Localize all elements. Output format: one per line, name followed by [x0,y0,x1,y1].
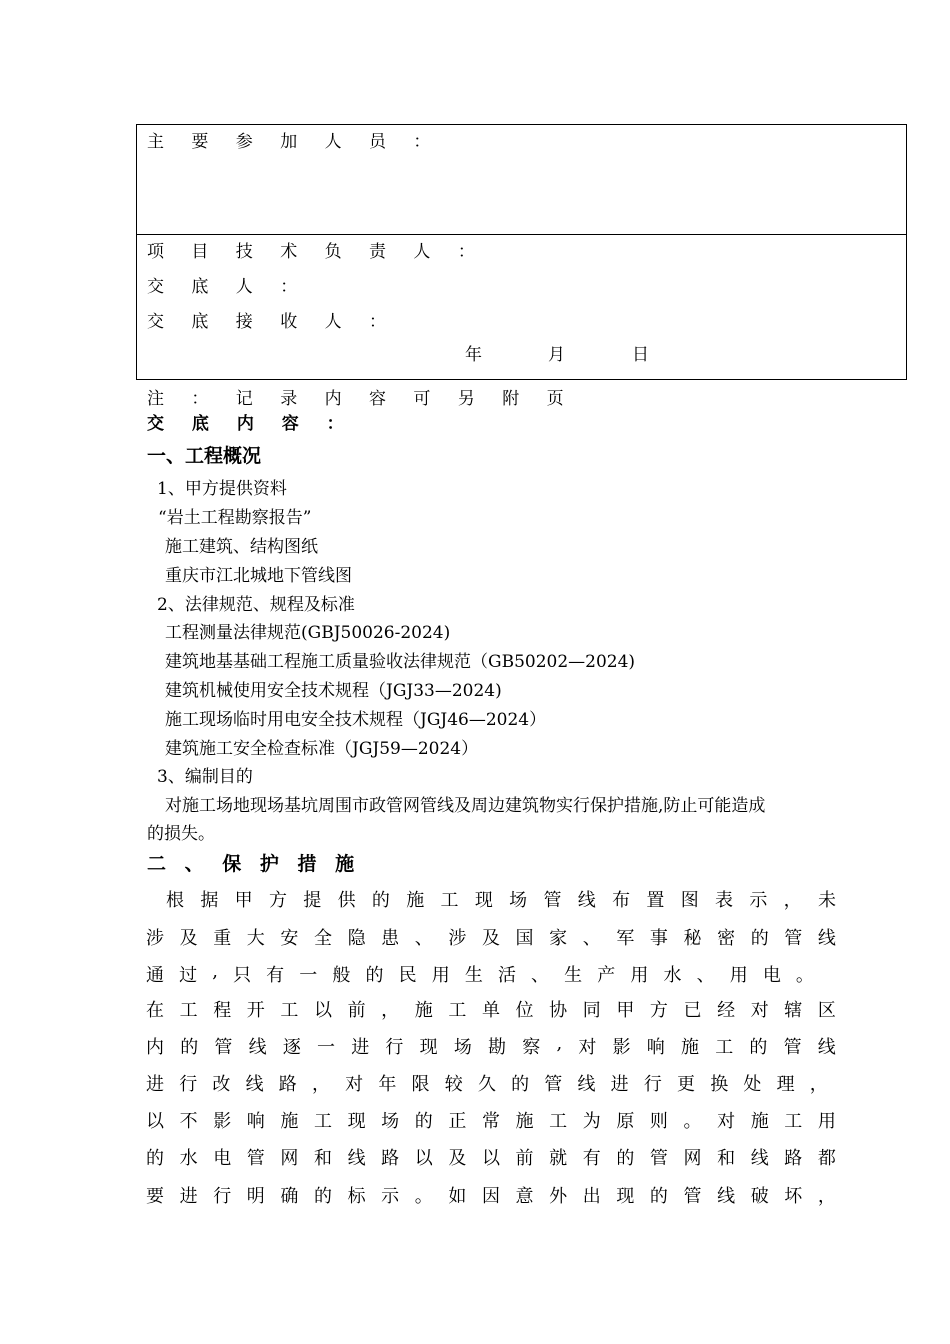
paragraph-char: 示 [749,890,768,911]
paragraph-char: 限 [411,1074,430,1095]
paragraph-char: 、 [414,928,433,949]
paragraph-char: 患 [381,928,400,949]
paragraph-char: 的 [371,890,390,911]
paragraph-char: 一 [317,1037,336,1058]
paragraph-char: 理 [776,1074,795,1095]
paragraph-char: 安 [280,928,299,949]
paragraph-char: ， [381,1000,400,1021]
paragraph-char: 、 [696,965,715,986]
paragraph-char: 、 [582,928,601,949]
paragraph-char: 通 [146,965,164,986]
paragraph-char: 较 [444,1074,463,1095]
paragraph-char: 的 [750,928,769,949]
paragraph-char: 如 [448,1186,467,1207]
paragraph-char: 施 [750,1111,769,1132]
paragraph-char: 国 [515,928,534,949]
paragraph-char: 般 [332,965,351,986]
paragraph-char: 进 [146,1074,164,1095]
paragraph-char: 管 [246,1148,265,1169]
paragraph-char: 辖 [784,1000,803,1021]
paragraph-char: 网 [280,1148,299,1169]
paragraph-char: 换 [710,1074,729,1095]
paragraph-line [146,996,836,1022]
paragraph-char: 常 [481,1111,500,1132]
discloser-label: 交 底 人 ： [147,277,309,297]
paragraph-char: 则 [649,1111,668,1132]
paragraph-char: 行 [179,1074,198,1095]
section1-sub3: 3、编制目的 [157,767,253,787]
paragraph-char: 都 [817,1148,836,1169]
purpose-line: 的损失。 [147,824,215,844]
paragraph-char: 工 [313,1111,332,1132]
sub1-item: 施工建筑、结构图纸 [165,537,318,557]
paragraph-char: 意 [515,1186,534,1207]
paragraph-char: 程 [213,1000,232,1021]
paragraph-char: 线 [577,1074,596,1095]
paragraph-char: ， [817,1186,836,1207]
paragraph-char: 因 [481,1186,500,1207]
paragraph-char: 进 [610,1074,629,1095]
paragraph-line [146,1182,836,1208]
paragraph-char: 对 [345,1074,364,1095]
paragraph-char: 管 [543,890,562,911]
paragraph-char: 现 [616,1186,635,1207]
paragraph-char: 事 [649,928,668,949]
paragraph-char: 破 [750,1186,769,1207]
paragraph-char: 活 [497,965,516,986]
paragraph-char: 前 [347,1000,366,1021]
paragraph-char: 现 [474,890,493,911]
paragraph-char: 线 [817,928,836,949]
paragraph-char: 年 [378,1074,397,1095]
paragraph-char: 已 [683,1000,702,1021]
sub2-item: 建筑机械使用安全技术规程（JGJ33—2024) [165,681,502,701]
sub2-item: 建筑地基基础工程施工质量验收法律规范（GB50202—2024) [165,652,636,672]
paragraph-char: 家 [549,928,568,949]
paragraph-char: 方 [268,890,287,911]
paragraph-char: 经 [717,1000,736,1021]
paragraph-char: 布 [612,890,631,911]
paragraph-char: 场 [509,890,528,911]
paragraph-char: 位 [515,1000,534,1021]
note-text: 注 ： 记 录 内 容 可 另 附 页 [147,389,575,409]
paragraph-char: 生 [464,965,483,986]
paragraph-char: 以 [414,1148,433,1169]
sub2-item: 施工现场临时用电安全技术规程（JGJ46—2024） [165,710,547,730]
paragraph-char: ， [783,890,802,911]
paragraph-char: 用 [729,965,748,986]
paragraph-char: 甲 [234,890,253,911]
paragraph-char: 置 [646,890,665,911]
paragraph-char: 用 [817,1111,836,1132]
paragraph-char: 对 [578,1037,597,1058]
paragraph-char: 察 [522,1037,541,1058]
paragraph-char: 表 [715,890,733,911]
paragraph-line [146,1033,836,1059]
paragraph-char: 进 [351,1037,370,1058]
paragraph-line [146,961,814,987]
paragraph-char: 协 [549,1000,568,1021]
paragraph-char: 水 [179,1148,198,1169]
paragraph-char: 大 [246,928,265,949]
paragraph-char: 管 [544,1074,563,1095]
paragraph-line [146,1144,836,1170]
paragraph-char: 管 [783,1037,802,1058]
paragraph-char: 勘 [488,1037,507,1058]
paragraph-char: 、 [531,965,550,986]
paragraph-char: 不 [179,1111,198,1132]
participants-label: 主 要 参 加 人 员 ： [147,132,442,152]
paragraph-char: 产 [597,965,616,986]
paragraph-char: 明 [246,1186,265,1207]
paragraph-char: 电 [213,1148,232,1169]
paragraph-char: 的 [180,1037,199,1058]
paragraph-char: 线 [817,1037,836,1058]
date-month: 月 [548,345,565,365]
paragraph-char: 正 [448,1111,467,1132]
paragraph-char: 线 [248,1037,267,1058]
paragraph-char: 及 [448,1148,467,1169]
paragraph-char: 路 [784,1148,803,1169]
paragraph-char: 工 [280,1000,299,1021]
paragraph-char: 。 [795,965,814,986]
paragraph-char: 隐 [347,928,366,949]
paragraph-char: 场 [381,1111,400,1132]
paragraph-char: 工 [549,1111,568,1132]
paragraph-char: 施 [414,1000,433,1021]
paragraph-char: 管 [683,1186,702,1207]
paragraph-char: 更 [677,1074,695,1095]
paragraph-char: 生 [564,965,583,986]
paragraph-char: , [556,1033,563,1054]
paragraph-char: 施 [406,890,425,911]
paragraph-char: 坏 [784,1186,803,1207]
paragraph-char: 和 [313,1148,332,1169]
paragraph-char: 密 [717,928,736,949]
paragraph-char: 管 [214,1037,233,1058]
paragraph-char: 以 [313,1000,332,1021]
paragraph-char: 逐 [282,1037,301,1058]
paragraph-char: 施 [280,1111,299,1132]
paragraph-char: 前 [515,1148,534,1169]
paragraph-char: 确 [280,1186,299,1207]
paragraph-char: 进 [179,1186,198,1207]
paragraph-char: 线 [245,1074,264,1095]
paragraph-char: 原 [616,1111,635,1132]
paragraph-char: 现 [419,1037,438,1058]
paragraph-char: 只 [233,965,252,986]
paragraph-char: 有 [582,1148,601,1169]
paragraph-char: 的 [146,1148,164,1169]
paragraph-char: ， [311,1074,330,1095]
paragraph-char: 管 [784,928,803,949]
paragraph-char: 久 [477,1074,496,1095]
paragraph-char: 的 [365,965,384,986]
content-heading: 交 底 内 容 ： [147,414,355,434]
paragraph-char: 有 [266,965,285,986]
paragraph-char: 工 [179,1000,198,1021]
paragraph-line [146,1070,828,1096]
paragraph-char: 用 [630,965,649,986]
paragraph-char: ， [809,1074,828,1095]
paragraph-char: 方 [649,1000,668,1021]
paragraph-char: 对 [717,1111,736,1132]
section1-heading: 一、工程概况 [147,445,262,467]
paragraph-char: 线 [717,1186,736,1207]
paragraph-char: 未 [817,890,836,911]
sub1-item: “岩土工程勘察报告” [158,508,312,528]
paragraph-char: 现 [347,1111,366,1132]
paragraph-char: 。 [683,1111,702,1132]
paragraph-char: 响 [646,1037,665,1058]
paragraph-char: 场 [453,1037,472,1058]
paragraph-char: 为 [582,1111,601,1132]
paragraph-char: 标 [347,1186,366,1207]
paragraph-char: 改 [212,1074,231,1095]
paragraph-char: 施 [680,1037,699,1058]
paragraph-char: 工 [448,1000,467,1021]
section1-sub1: 1、甲方提供资料 [157,479,287,499]
paragraph-char: 影 [612,1037,631,1058]
paragraph-char: 的 [313,1186,332,1207]
paragraph-char: 和 [717,1148,736,1169]
paragraph-char: 及 [481,928,500,949]
paragraph-char: 路 [381,1148,400,1169]
paragraph-char: 涉 [448,928,467,949]
section1-sub2: 2、法律规范、规程及标准 [157,595,355,615]
paragraph-char: 以 [146,1111,164,1132]
paragraph-char: 就 [549,1148,568,1169]
paragraph-line [166,886,836,912]
paragraph-char: 的 [649,1186,668,1207]
paragraph-char: , [212,961,218,982]
paragraph-char: 及 [179,928,198,949]
paragraph-char: 甲 [616,1000,635,1021]
paragraph-char: 内 [146,1037,164,1058]
paragraph-char: 影 [213,1111,232,1132]
sub1-item: 重庆市江北城地下管线图 [165,566,352,586]
paragraph-char: 对 [750,1000,769,1021]
sub2-item: 工程测量法律规范(GBJ50026-2024) [165,623,451,643]
paragraph-char: 工 [715,1037,734,1058]
paragraph-line [146,1107,836,1133]
paragraph-char: 线 [577,890,596,911]
paragraph-char: 同 [582,1000,601,1021]
paragraph-char: 响 [246,1111,265,1132]
paragraph-char: 供 [337,890,356,911]
paragraph-char: 示 [381,1186,400,1207]
paragraph-char: 的 [414,1111,433,1132]
paragraph-char: 在 [146,1000,164,1021]
paragraph-char: 开 [246,1000,265,1021]
paragraph-char: 用 [431,965,450,986]
paragraph-char: 重 [213,928,232,949]
paragraph-char: 线 [347,1148,366,1169]
paragraph-char: 民 [398,965,417,986]
paragraph-char: 图 [680,890,699,911]
receiver-label: 交 底 接 收 人 ： [147,312,398,332]
paragraph-char: 工 [440,890,459,911]
paragraph-char: 出 [582,1186,601,1207]
paragraph-char: 以 [481,1148,500,1169]
date-day: 日 [632,345,649,365]
paragraph-char: 水 [663,965,682,986]
purpose-line: 对施工场地现场基坑周围市政管网管线及周边建筑物实行保护措施,防止可能造成 [165,796,766,816]
paragraph-char: 施 [515,1111,534,1132]
table-divider [137,234,906,235]
tech-lead-label: 项 目 技 术 负 责 人 ： [147,242,486,262]
paragraph-char: 线 [750,1148,769,1169]
paragraph-char: 军 [616,928,635,949]
paragraph-char: 电 [762,965,781,986]
paragraph-char: 要 [146,1186,164,1207]
sub2-item: 建筑施工安全检查标准（JGJ59—2024） [165,739,479,759]
paragraph-char: 提 [303,890,322,911]
paragraph-char: 处 [743,1074,762,1095]
paragraph-char: 。 [414,1186,433,1207]
paragraph-char: 行 [385,1037,404,1058]
paragraph-line [146,924,836,950]
paragraph-char: 区 [817,1000,836,1021]
paragraph-char: 根 [166,890,184,911]
paragraph-char: 据 [200,890,219,911]
paragraph-char: 网 [683,1148,702,1169]
paragraph-char: 的 [511,1074,530,1095]
paragraph-char: 行 [643,1074,662,1095]
paragraph-char: 管 [649,1148,668,1169]
date-year: 年 [465,345,482,365]
paragraph-char: 路 [278,1074,297,1095]
paragraph-char: 行 [213,1186,232,1207]
paragraph-char: 全 [313,928,332,949]
paragraph-char: 过 [179,965,198,986]
paragraph-char: 工 [784,1111,803,1132]
paragraph-char: 的 [616,1148,635,1169]
paragraph-char: 单 [481,1000,500,1021]
paragraph-char: 一 [299,965,318,986]
paragraph-char: 秘 [683,928,702,949]
paragraph-char: 外 [549,1186,568,1207]
section2-heading: 二 、 保 护 措 施 [147,853,361,875]
paragraph-char: 的 [749,1037,768,1058]
paragraph-char: 涉 [146,928,164,949]
